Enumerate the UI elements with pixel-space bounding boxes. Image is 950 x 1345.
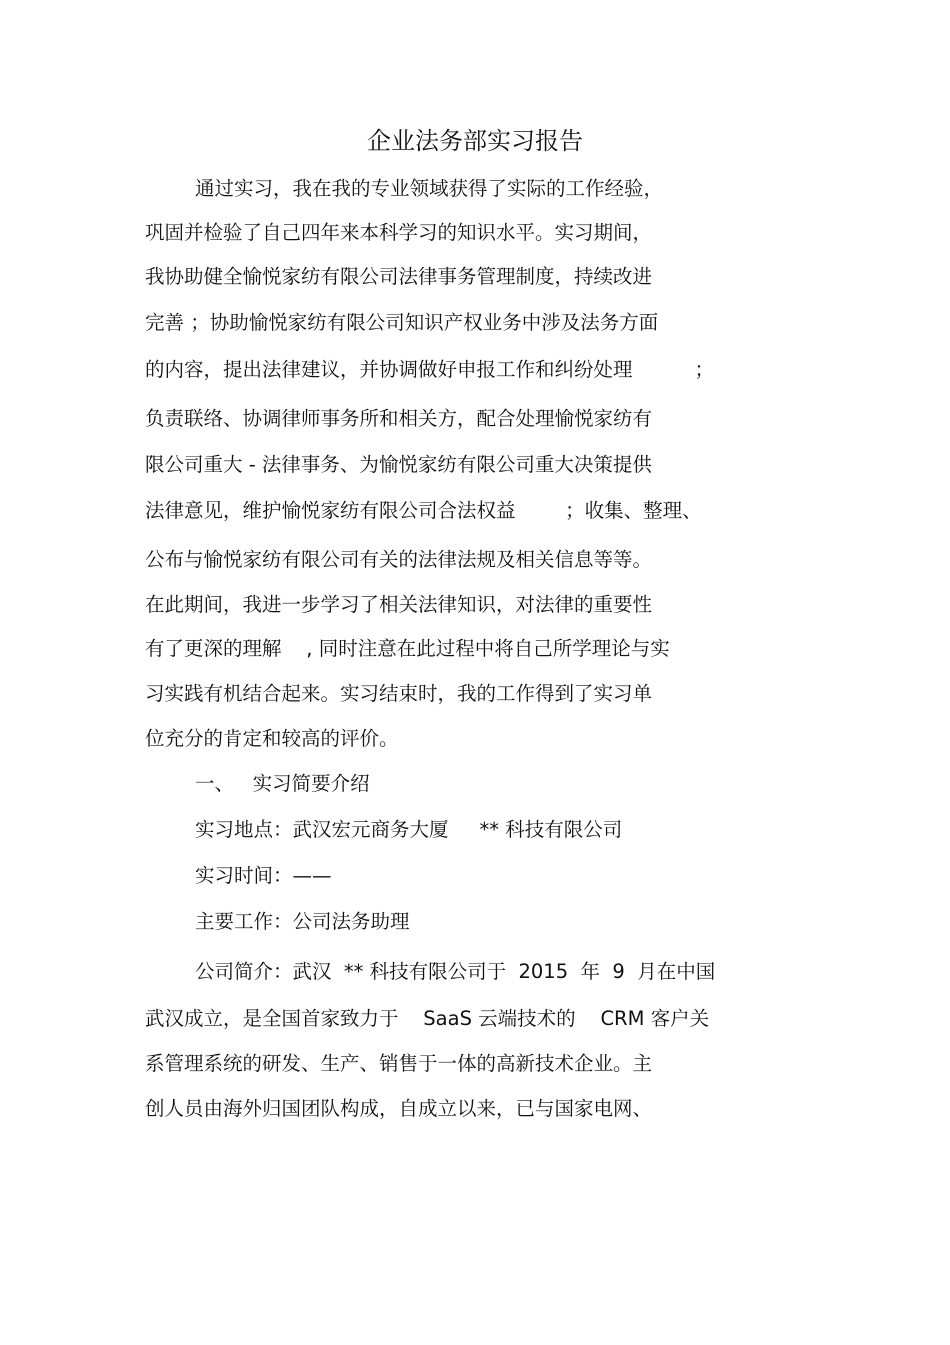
paragraph-line: 武汉成立，是全国首家致力于 SaaS 云端技术的 CRM 客户关 [145, 1007, 710, 1030]
paragraph-line: 巩固并检验了自己四年来本科学习的知识水平。实习期间， [145, 221, 653, 244]
paragraph-line: 在此期间，我进一步学习了相关法律知识，对法律的重要性 [145, 593, 653, 616]
paragraph-line: 法律意见，维护愉悦家纺有限公司合法权益 ；收集、整理、 [145, 499, 702, 522]
section-heading: 一、 实习简要介绍 [195, 772, 370, 795]
info-line: 实习地点：武汉宏元商务大厦 ** 科技有限公司 [195, 818, 623, 841]
info-line: 实习时间：—— [195, 864, 332, 887]
paragraph-line: 公布与愉悦家纺有限公司有关的法律法规及相关信息等等。 [145, 548, 653, 571]
paragraph-line: 有了更深的理解 , 同时注意在此过程中将自己所学理论与实 [145, 637, 670, 660]
paragraph-line: 负责联络、协调律师事务所和相关方，配合处理愉悦家纺有 [145, 407, 653, 430]
paragraph-line: 的内容，提出法律建议，并协调做好申报工作和纠纷处理 ； [145, 358, 714, 381]
paragraph-line: 公司简介：武汉 ** 科技有限公司于 2015 年 9 月在中国 [195, 960, 716, 983]
paragraph-line: 系管理系统的研发、生产、销售于一体的高新技术企业。主 [145, 1052, 653, 1075]
paragraph-line: 位充分的肯定和较高的评价。 [145, 727, 399, 750]
paragraph-line: 限公司重大 - 法律事务、为愉悦家纺有限公司重大决策提供 [145, 453, 652, 476]
paragraph-line: 完善 ；协助愉悦家纺有限公司知识产权业务中涉及法务方面 [145, 311, 659, 334]
paragraph-line: 习实践有机结合起来。实习结束时，我的工作得到了实习单 [145, 682, 653, 705]
document-title: 企业法务部实习报告 [367, 127, 583, 155]
info-line: 主要工作：公司法务助理 [195, 910, 410, 933]
paragraph-line: 创人员由海外归国团队构成，自成立以来，已与国家电网、 [145, 1097, 653, 1120]
paragraph-line: 我协助健全愉悦家纺有限公司法律事务管理制度，持续改进 [145, 265, 653, 288]
paragraph-line: 通过实习，我在我的专业领域获得了实际的工作经验， [195, 177, 664, 200]
